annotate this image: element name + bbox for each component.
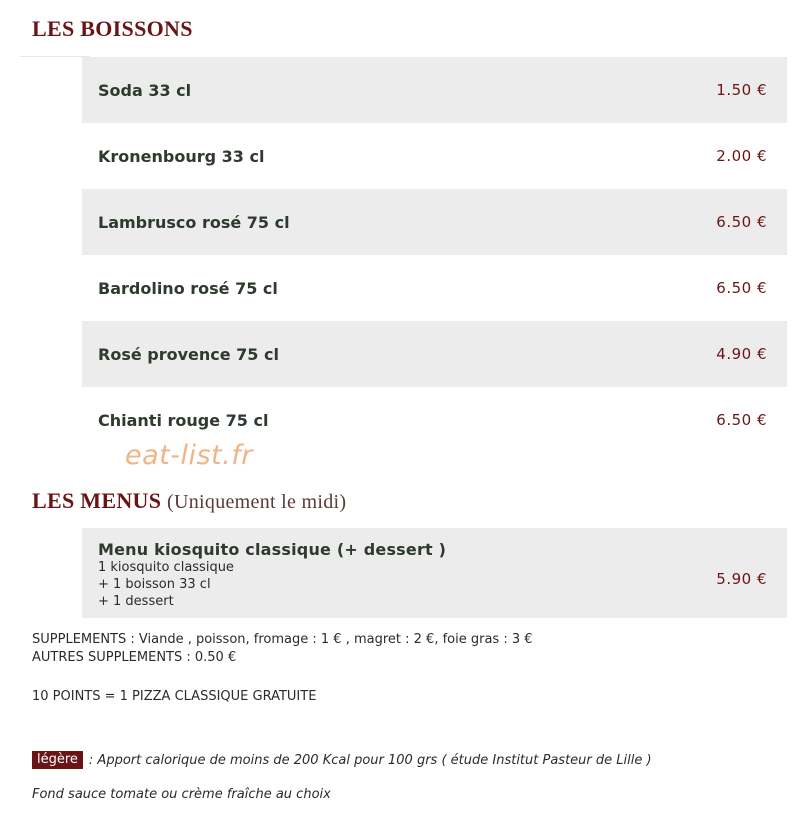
list-item: [82, 321, 787, 387]
list-item: [82, 57, 787, 123]
legere-description: : Apport calorique de moins de 200 Kcal pour 100 grs ( étude Institut Pasteur de Lille ): [88, 752, 652, 768]
other-supplements-text: AUTRES SUPPLEMENTS : 0.50 €: [32, 650, 237, 665]
title-divider: [20, 56, 90, 57]
menu-price: 5.90 €: [716, 570, 767, 588]
item-price: 1.50 €: [716, 81, 767, 99]
item-name: Lambrusco rosé 75 cl: [98, 212, 290, 232]
item-price: 2.00 €: [716, 147, 767, 165]
item-price: 4.90 €: [716, 345, 767, 363]
watermark: eat-list.fr: [125, 440, 253, 471]
legere-note: [32, 751, 652, 769]
item-name: Rosé provence 75 cl: [98, 344, 279, 364]
menu-item: [82, 528, 787, 618]
section-title-boissons: LES BOISSONS: [32, 16, 193, 41]
list-item: [82, 255, 787, 321]
legere-badge: légère: [32, 751, 83, 769]
section-title-menus: [32, 488, 346, 514]
list-item: [82, 123, 787, 189]
menu-name: Menu kiosquito classique (+ dessert ): [98, 540, 447, 559]
item-price: 6.50 €: [716, 213, 767, 231]
list-item: [82, 189, 787, 255]
loyalty-points-text: 10 POINTS = 1 PIZZA CLASSIQUE GRATUITE: [32, 689, 317, 704]
sauce-note: Fond sauce tomate ou crème fraîche au choix: [32, 787, 331, 802]
menu-line: + 1 dessert: [98, 594, 174, 609]
menu-line: 1 kiosquito classique: [98, 560, 234, 575]
drinks-list: [82, 57, 787, 453]
item-name: Bardolino rosé 75 cl: [98, 278, 278, 298]
menus-title: LES MENUS: [32, 488, 162, 513]
item-name: Chianti rouge 75 cl: [98, 410, 269, 430]
item-name: Soda 33 cl: [98, 80, 192, 100]
supplements-text: SUPPLEMENTS : Viande , poisson, fromage : 1 € , magret : 2 €, foie gras : 3 €: [32, 632, 533, 647]
item-name: Kronenbourg 33 cl: [98, 146, 265, 166]
menu-details: [98, 540, 446, 610]
item-price: 6.50 €: [716, 411, 767, 429]
menus-subtitle: (Uniquement le midi): [167, 491, 347, 513]
menu-line: + 1 boisson 33 cl: [98, 577, 211, 592]
item-price: 6.50 €: [716, 279, 767, 297]
